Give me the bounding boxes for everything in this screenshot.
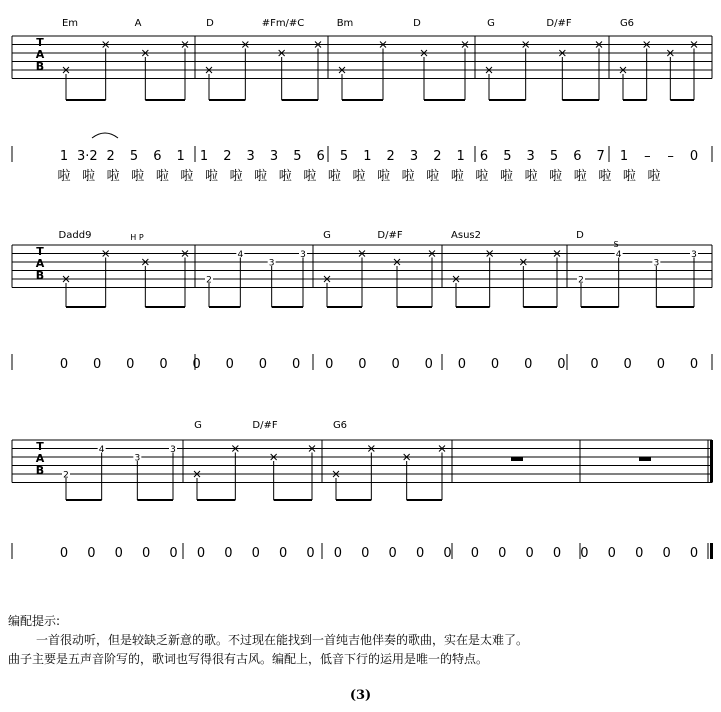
jianpu-digit: 0 bbox=[457, 357, 467, 372]
jianpu-digit: 0 bbox=[59, 546, 69, 561]
jianpu-digit: 0 bbox=[656, 357, 665, 372]
jianpu-digit: 3 bbox=[269, 149, 279, 164]
tab-fret-number: 3 bbox=[691, 250, 697, 260]
lyric-syllable: 啦 bbox=[377, 169, 391, 184]
slur bbox=[92, 133, 118, 138]
tab-clef-letter: T bbox=[36, 36, 44, 49]
jianpu-digit: 0 bbox=[192, 357, 201, 372]
jianpu-digit: 0 bbox=[415, 546, 425, 561]
chord-name: D/#F bbox=[377, 230, 403, 241]
jianpu-digit: 0 bbox=[224, 546, 233, 561]
lyric-syllable: 啦 bbox=[647, 169, 661, 184]
jianpu-digit: 0 bbox=[635, 546, 644, 561]
jianpu-digit: 1 bbox=[59, 149, 69, 164]
lyric-syllable: 啦 bbox=[82, 169, 96, 184]
jianpu-digit: 0 bbox=[225, 357, 234, 372]
tab-clef-letter: T bbox=[36, 440, 44, 453]
jianpu-digit: 0 bbox=[325, 357, 334, 372]
tab-clef-letter: T bbox=[36, 245, 44, 258]
jianpu-digit: 0 bbox=[443, 546, 452, 561]
jianpu-digit: 2 bbox=[386, 149, 395, 164]
jianpu-digit: 1 bbox=[176, 149, 185, 164]
notes-line-1: 一首很动听，但是较缺乏新意的歌。不过现在能找到一首纯吉他伴奏的歌曲，实在是太难了。 bbox=[36, 633, 529, 647]
lyric-syllable: 啦 bbox=[303, 169, 317, 184]
jianpu-digit: 0 bbox=[490, 357, 500, 372]
jianpu-digit: 0 bbox=[126, 357, 135, 372]
jianpu-digit: 0 bbox=[689, 357, 699, 372]
jianpu-digit: 3 bbox=[526, 149, 535, 164]
jianpu-digit: 5 bbox=[339, 149, 349, 164]
tab-fret-number: 3 bbox=[653, 258, 660, 269]
jianpu-digit: 0 bbox=[590, 357, 599, 372]
chord-name: Asus2 bbox=[451, 230, 481, 241]
jianpu-digit: 0 bbox=[689, 546, 699, 561]
jianpu-digit: 7 bbox=[596, 149, 605, 164]
jianpu-digit: 0 bbox=[306, 546, 315, 561]
lyric-syllable: 啦 bbox=[278, 169, 292, 184]
tab-clef-letter: A bbox=[35, 48, 45, 61]
tab-clef-letter: B bbox=[35, 464, 45, 477]
jianpu-digit: 1 bbox=[456, 149, 465, 164]
tab-clef-letter: B bbox=[35, 269, 45, 282]
jianpu-digit: 0 bbox=[498, 546, 507, 561]
chord-name: G bbox=[487, 18, 495, 29]
jianpu-digit: 2 bbox=[433, 149, 442, 164]
tab-fret-number: 3 bbox=[170, 445, 176, 455]
jianpu-digit: – bbox=[644, 149, 651, 164]
jianpu-digit: 6 bbox=[479, 149, 489, 164]
tab-fret-number: 3 bbox=[134, 453, 141, 464]
jianpu-digit: 0 bbox=[524, 357, 533, 372]
jianpu-digit: 0 bbox=[278, 546, 288, 561]
notes-line-2: 曲子主要是五声音阶写的，歌词也写得很有古风。编配上，低音下行的运用是唯一的特点。 bbox=[8, 652, 489, 666]
chord-name: A bbox=[134, 18, 142, 29]
tab-fret-number: 2 bbox=[578, 275, 584, 286]
jianpu-digit: 0 bbox=[580, 546, 589, 561]
jianpu-digit: 0 bbox=[388, 546, 397, 561]
jianpu-digit: 5 bbox=[129, 149, 139, 164]
slide-label: S bbox=[613, 240, 619, 249]
tab-clef-letter: A bbox=[35, 257, 45, 270]
chord-name: D bbox=[206, 18, 214, 29]
lyric-syllable: 啦 bbox=[549, 169, 563, 184]
tab-fret-number: 3 bbox=[268, 258, 275, 269]
jianpu-digit: 2 bbox=[223, 149, 232, 164]
lyric-syllable: 啦 bbox=[622, 169, 636, 184]
lyric-syllable: 啦 bbox=[598, 169, 612, 184]
jianpu-digit: – bbox=[667, 149, 674, 164]
tab-fret-number: 2 bbox=[206, 275, 212, 286]
lyric-syllable: 啦 bbox=[254, 169, 268, 184]
chord-name: G bbox=[194, 420, 202, 431]
jianpu-digit: 3 bbox=[409, 149, 419, 164]
lyric-syllable: 啦 bbox=[155, 169, 169, 184]
chord-name: D/#F bbox=[252, 420, 278, 431]
jianpu-digit: 0 bbox=[59, 357, 69, 372]
jianpu-digit: 0 bbox=[93, 357, 102, 372]
jianpu-digit: 5 bbox=[503, 149, 512, 164]
lyric-syllable: 啦 bbox=[426, 169, 440, 184]
chord-name: D bbox=[413, 18, 421, 29]
notes-heading: 编配提示: bbox=[8, 614, 61, 628]
tab-clef-letter: B bbox=[35, 60, 45, 73]
tab-fret-number: 4 bbox=[98, 445, 105, 455]
lyric-syllable: 啦 bbox=[180, 169, 194, 184]
tab-clef-letter: A bbox=[35, 452, 45, 465]
jianpu-digit: 0 bbox=[525, 546, 534, 561]
jianpu-digit: 5 bbox=[293, 149, 302, 164]
chord-name: G bbox=[323, 230, 331, 241]
chord-name: G6 bbox=[619, 18, 635, 29]
page-number: (3) bbox=[349, 688, 372, 703]
whole-rest bbox=[511, 457, 523, 461]
tab-fret-number: 4 bbox=[615, 250, 622, 260]
jianpu-digit: 0 bbox=[159, 357, 168, 372]
whole-rest bbox=[639, 457, 651, 461]
tab-fret-number: 2 bbox=[63, 470, 69, 481]
jianpu-digit: 0 bbox=[623, 357, 632, 372]
jianpu-digit: 0 bbox=[291, 357, 301, 372]
chord-name: #Fm/#C bbox=[261, 18, 305, 29]
final-bar-thick bbox=[710, 440, 713, 483]
jianpu-digit: 0 bbox=[689, 149, 699, 164]
jianpu-digit: 0 bbox=[258, 357, 268, 372]
jianpu-digit: 1 bbox=[363, 149, 372, 164]
final-bar-thick bbox=[710, 543, 713, 559]
lyric-syllable: 啦 bbox=[106, 169, 120, 184]
jianpu-digit: 0 bbox=[662, 546, 671, 561]
jianpu-digit: 0 bbox=[391, 357, 400, 372]
jianpu-digit: 5 bbox=[549, 149, 559, 164]
chord-name: Em bbox=[61, 18, 79, 29]
lyric-syllable: 啦 bbox=[131, 169, 145, 184]
jianpu-digit: 0 bbox=[333, 546, 343, 561]
chord-name: D/#F bbox=[546, 18, 572, 29]
jianpu-digit: 2 bbox=[106, 149, 115, 164]
jianpu-digit: 0 bbox=[361, 546, 370, 561]
chord-name: Bm bbox=[336, 18, 354, 29]
lyric-syllable: 啦 bbox=[524, 169, 538, 184]
jianpu-digit: 0 bbox=[552, 546, 562, 561]
arrangement-notes bbox=[8, 612, 713, 669]
jianpu-digit: 6 bbox=[153, 149, 162, 164]
jianpu-digit: 6 bbox=[573, 149, 582, 164]
jianpu-digit: 0 bbox=[470, 546, 480, 561]
jianpu-digit: 0 bbox=[557, 357, 566, 372]
jianpu-digit: 0 bbox=[196, 546, 206, 561]
chord-name: G6 bbox=[332, 420, 348, 431]
lyric-syllable: 啦 bbox=[229, 169, 243, 184]
jianpu-digit: 0 bbox=[424, 357, 433, 372]
lyric-syllable: 啦 bbox=[573, 169, 587, 184]
jianpu-digit: 6 bbox=[316, 149, 325, 164]
jianpu-digit: 3·2 bbox=[76, 149, 98, 164]
lyric-syllable: 啦 bbox=[352, 169, 366, 184]
tab-fret-number: 4 bbox=[237, 250, 244, 260]
lyric-syllable: 啦 bbox=[327, 169, 341, 184]
jianpu-digit: 0 bbox=[169, 546, 178, 561]
tab-fret-number: 3 bbox=[300, 250, 306, 260]
lyric-syllable: 啦 bbox=[401, 169, 415, 184]
lyric-syllable: 啦 bbox=[450, 169, 464, 184]
jianpu-digit: 1 bbox=[199, 149, 209, 164]
jianpu-digit: 0 bbox=[251, 546, 260, 561]
lyric-syllable: 啦 bbox=[475, 169, 489, 184]
lyric-syllable: 啦 bbox=[57, 169, 71, 184]
jianpu-digit: 0 bbox=[142, 546, 151, 561]
jianpu-digit: 3 bbox=[246, 149, 255, 164]
chord-name: Dadd9 bbox=[58, 230, 92, 241]
jianpu-digit: 0 bbox=[114, 546, 123, 561]
jianpu-digit: 0 bbox=[607, 546, 616, 561]
lyric-syllable: 啦 bbox=[204, 169, 219, 184]
chord-name: D bbox=[576, 230, 584, 241]
jianpu-digit: 0 bbox=[358, 357, 367, 372]
jianpu-digit: 0 bbox=[87, 546, 96, 561]
jianpu-digit: 1 bbox=[619, 149, 629, 164]
lyric-syllable: 啦 bbox=[499, 169, 514, 184]
hammer-pull-label: H P bbox=[130, 233, 144, 242]
